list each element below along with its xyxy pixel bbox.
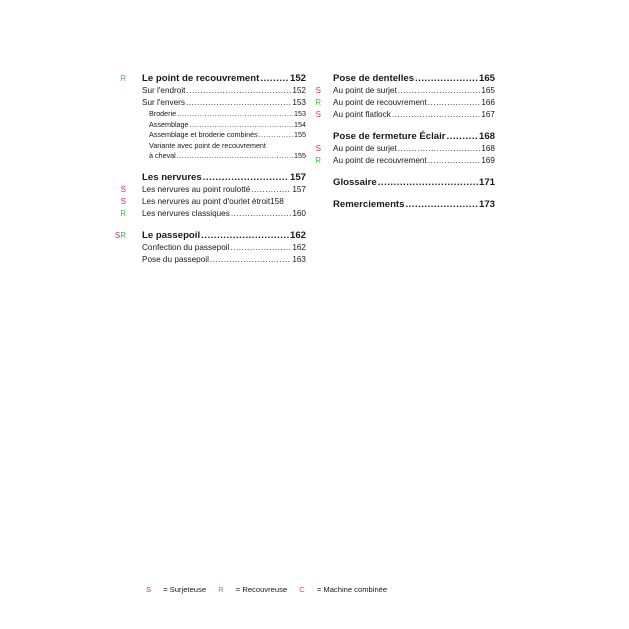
toc-entry[interactable] xyxy=(315,109,495,121)
machine-legend xyxy=(146,585,397,594)
toc-entry-page: 158 xyxy=(270,196,284,206)
machine-marker: R xyxy=(315,98,321,107)
toc-right-column xyxy=(315,72,495,211)
toc-entry-title: Glossaire xyxy=(333,177,377,188)
toc-entry-title: Au point de surjet xyxy=(333,144,397,153)
toc-entry-title-line1: Variante avec point de recouvrement xyxy=(149,140,266,150)
toc-entry-title: Pose de dentelles xyxy=(333,73,415,84)
toc-entry-title: Assemblage et broderie combinés xyxy=(149,130,258,139)
toc-entry-page: 153 xyxy=(292,98,306,107)
toc-entry-page: 152 xyxy=(289,73,306,84)
toc-entry-page: 168 xyxy=(481,144,495,153)
toc-entry[interactable] xyxy=(120,208,306,220)
machine-marker: S xyxy=(120,184,126,194)
toc-entry[interactable] xyxy=(315,97,495,109)
toc-entry[interactable] xyxy=(128,97,306,109)
toc-entry-title: Les nervures classiques xyxy=(142,208,230,218)
toc-entry-title: Confection du passepoil xyxy=(142,242,230,252)
machine-marker: S xyxy=(315,86,321,95)
toc-entry-page: 162 xyxy=(289,229,306,241)
toc-entry[interactable] xyxy=(114,229,306,242)
toc-entry[interactable] xyxy=(323,72,495,85)
legend-item-surjeteuse: S = Surjeteuse xyxy=(146,585,207,594)
toc-entry-title: Les nervures xyxy=(142,171,202,183)
toc-entry-page: 157 xyxy=(292,184,306,194)
toc-entry-page: 166 xyxy=(481,98,495,107)
toc-entry-title: à cheval xyxy=(149,151,176,160)
machine-marker: S xyxy=(315,144,321,153)
toc-entry[interactable] xyxy=(315,85,495,97)
legend-item-machine-combinee: C = Machine combinée xyxy=(299,585,388,594)
toc-entry-title: Le point de recouvrement xyxy=(142,73,260,84)
toc-entry-title: Au point de surjet xyxy=(333,86,397,95)
toc-entry-page: 165 xyxy=(478,73,495,84)
toc-entry-title: Les nervures au point d'ourlet étroit xyxy=(142,196,271,206)
machine-marker: S xyxy=(120,196,126,206)
toc-entry[interactable] xyxy=(315,143,495,155)
toc-entry-title: Au point flatlock xyxy=(333,110,391,119)
toc-entry[interactable] xyxy=(315,155,495,167)
toc-entry[interactable] xyxy=(323,176,495,189)
toc-entry[interactable] xyxy=(128,254,306,266)
toc-entry[interactable] xyxy=(128,242,306,254)
toc-entry-page: 169 xyxy=(481,156,495,165)
toc-entry[interactable] xyxy=(128,120,306,131)
toc-entry-page: 153 xyxy=(294,109,306,118)
toc-entry-page: 152 xyxy=(292,86,306,95)
machine-marker: R xyxy=(120,74,126,83)
toc-entry[interactable] xyxy=(120,196,306,208)
machine-marker: SR xyxy=(114,230,126,240)
toc-entry-title: Le passepoil xyxy=(142,229,201,241)
toc-entry-page: 155 xyxy=(294,130,306,139)
toc-entry-title: Les nervures au point roulotté xyxy=(142,184,251,194)
machine-marker: R xyxy=(120,208,126,218)
toc-left-column xyxy=(114,72,306,266)
toc-entry-page: 173 xyxy=(478,199,495,210)
toc-entry[interactable] xyxy=(128,151,306,162)
toc-entry-title: Sur l'endroit xyxy=(142,86,186,95)
toc-entry-page: 157 xyxy=(289,171,306,183)
toc-entry[interactable] xyxy=(128,130,306,141)
toc-entry-page: 155 xyxy=(294,151,306,160)
toc-entry-title: Remerciements xyxy=(333,199,405,210)
toc-entry-page: 163 xyxy=(292,254,306,264)
toc-entry-page: 168 xyxy=(478,131,495,142)
machine-marker: R xyxy=(315,156,321,165)
toc-entry[interactable] xyxy=(128,85,306,97)
toc-entry[interactable] xyxy=(128,109,306,120)
toc-entry-page: 171 xyxy=(478,177,495,188)
toc-entry-title: Au point de recouvrement xyxy=(333,98,427,107)
toc-entry[interactable] xyxy=(323,198,495,211)
toc-entry-page: 160 xyxy=(292,208,306,218)
toc-entry-page: 167 xyxy=(481,110,495,119)
toc-entry-page: 162 xyxy=(292,242,306,252)
toc-entry[interactable] xyxy=(120,184,306,196)
toc-entry[interactable] xyxy=(128,171,306,184)
toc-entry-title: Pose du passepoil xyxy=(142,254,209,264)
toc-entry-page: 165 xyxy=(481,86,495,95)
toc-entry-title: Assemblage xyxy=(149,119,189,129)
toc-entry-title: Sur l'envers xyxy=(142,98,185,107)
machine-marker: S xyxy=(315,110,321,119)
toc-entry-title: Pose de fermeture Éclair xyxy=(333,131,446,142)
toc-entry[interactable] xyxy=(120,72,306,85)
legend-item-recouvreuse: R = Recouvreuse xyxy=(218,585,288,594)
toc-entry[interactable] xyxy=(323,130,495,143)
toc-entry-title: Au point de recouvrement xyxy=(333,156,427,165)
toc-entry-page: 154 xyxy=(294,119,306,129)
toc-entry-title: Broderie xyxy=(149,109,177,118)
